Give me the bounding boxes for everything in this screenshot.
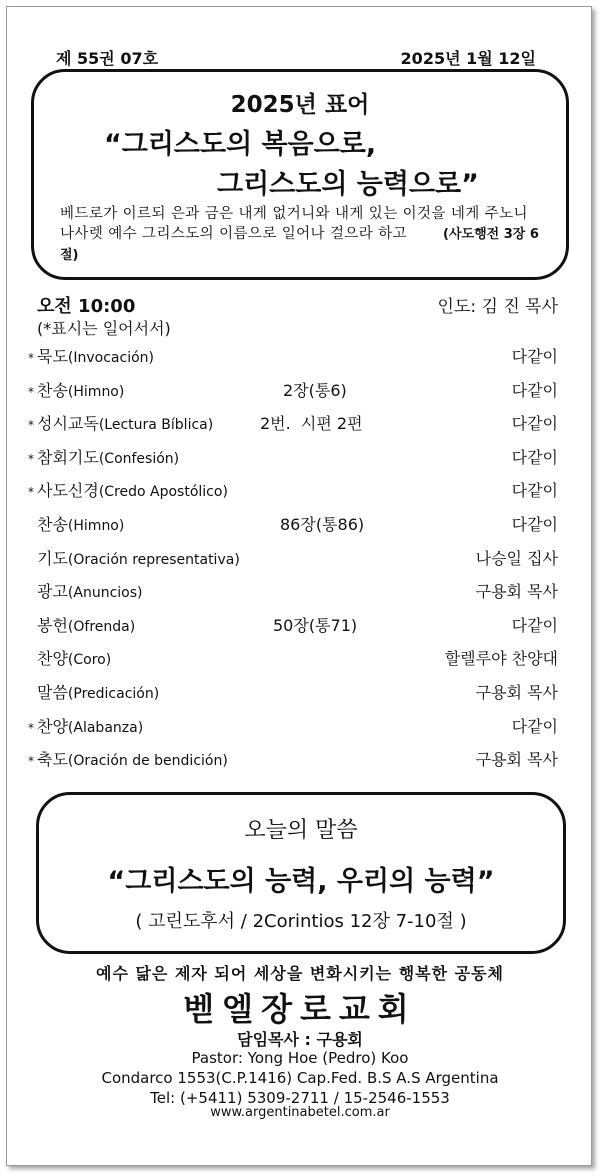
sermon-title: “그리스도의 능력, 우리의 능력” — [107, 866, 495, 897]
order-item-leader: 구용회 목사 — [475, 582, 558, 602]
order-row — [0, 646, 600, 674]
order-item-leader: 구용회 목사 — [475, 683, 558, 702]
order-item-korean: 찬송 — [37, 515, 68, 534]
todays-word-box — [36, 792, 566, 954]
todays-word-title: 오늘의 말씀 — [244, 818, 358, 843]
order-item-spanish: (Invocación) — [67, 350, 154, 366]
order-row — [0, 714, 600, 742]
standing-marker: * — [28, 418, 34, 433]
order-item-name — [28, 646, 111, 669]
order-row — [0, 478, 600, 506]
order-item-spanish: (Coro) — [67, 652, 112, 669]
motto-title: 2025년 표어 — [230, 92, 370, 118]
order-item-leader: 다같이 — [511, 615, 558, 635]
standing-marker: * — [28, 485, 34, 500]
order-item-name — [28, 445, 179, 468]
order-item-leader: 다같이 — [511, 347, 558, 366]
order-item-detail: 86장(통86) — [280, 515, 365, 534]
order-item-detail: 2장(통6) — [283, 380, 347, 400]
order-item-spanish: (Himno) — [67, 383, 125, 400]
motto-line-1: “그리스도의 복음으로, — [104, 129, 377, 160]
order-item-spanish: (Predicación) — [67, 686, 160, 702]
order-row — [0, 378, 600, 406]
church-name: 벧엘장로교회 — [183, 990, 417, 1028]
order-item-korean: 축도 — [37, 750, 68, 770]
order-item-leader: 다같이 — [511, 447, 558, 467]
bulletin-date: 2025년 1월 12일 — [400, 49, 536, 68]
order-row — [0, 546, 600, 574]
order-item-name — [28, 613, 135, 636]
order-item-spanish: (Credo Apostólico) — [98, 484, 228, 501]
order-item-leader: 나승일 집사 — [475, 548, 558, 568]
order-item-name — [28, 546, 240, 569]
order-item-leader: 다같이 — [511, 414, 558, 434]
church-slogan: 예수 닮은 제자 되어 세상을 변화시키는 행복한 공동체 — [95, 964, 505, 983]
order-row — [0, 613, 600, 641]
motto-box — [31, 69, 569, 280]
order-item-korean: 찬양 — [37, 716, 68, 736]
order-item-name — [28, 344, 154, 367]
order-item-leader: 구용회 목사 — [475, 750, 558, 770]
motto-line-2: 그리스도의 능력으로” — [217, 169, 479, 200]
order-item-name — [28, 378, 124, 401]
service-presider: 인도: 김 진 목사 — [437, 297, 558, 317]
order-item-spanish: (Alabanza) — [67, 719, 144, 736]
verse-text: 베드로가 이르되 은과 금은 내게 없거니와 내게 있는 이것을 네게 주노니 나사렛 예수 그리스도의 이름으로 일어나 걸으라 하고 — [60, 206, 528, 242]
standing-marker: * — [28, 384, 34, 399]
order-row — [0, 579, 600, 607]
standing-marker: * — [28, 720, 34, 735]
order-item-name — [28, 411, 213, 434]
order-item-korean: 참회기도 — [37, 447, 99, 467]
order-item-leader: 다같이 — [511, 515, 558, 534]
service-time: 오전 10:00 — [37, 296, 136, 317]
order-item-spanish: (Lectura Bíblica) — [98, 417, 214, 434]
order-item-spanish: (Himno) — [67, 518, 125, 534]
order-item-spanish: (Oración representativa) — [67, 551, 240, 568]
order-item-korean: 봉헌 — [37, 615, 68, 635]
order-item-leader: 다같이 — [511, 380, 558, 400]
standing-marker: * — [28, 351, 34, 365]
pastor-english: Pastor: Yong Hoe (Pedro) Koo — [191, 1049, 409, 1067]
church-address: Condarco 1553(C.P.1416) Cap.Fed. B.S A.S Argentina — [101, 1069, 499, 1087]
verse-reference: (사도행전 3장 6절) — [60, 227, 539, 263]
order-item-spanish: (Anuncios) — [67, 585, 143, 602]
order-item-name — [28, 714, 143, 737]
order-item-korean: 말씀 — [37, 683, 68, 702]
order-item-korean: 성시교독 — [37, 414, 99, 434]
motto-verse — [60, 204, 546, 266]
order-row — [0, 445, 600, 473]
order-item-spanish: (Oración de bendición) — [67, 753, 228, 770]
order-item-korean: 사도신경 — [37, 481, 99, 501]
order-row — [0, 411, 600, 439]
standing-marker: * — [28, 754, 34, 769]
issue-number: 제 55권 07호 — [56, 49, 159, 68]
pastor-korean: 담임목사 : 구용회 — [237, 1030, 363, 1049]
order-item-name — [28, 579, 143, 602]
order-row — [0, 747, 600, 775]
order-row — [0, 512, 600, 540]
church-website[interactable]: www.argentinabetel.com.ar — [210, 1105, 390, 1120]
order-item-name — [28, 680, 159, 703]
order-item-korean: 광고 — [37, 582, 68, 602]
sermon-scripture: ( 고린도후서 / 2Corintios 12장 7-10절 ) — [135, 911, 467, 932]
order-item-leader: 다같이 — [511, 481, 558, 501]
order-item-spanish: (Confesión) — [98, 450, 180, 467]
order-item-name — [28, 747, 228, 770]
order-item-spanish: (Ofrenda) — [67, 618, 136, 635]
order-item-name — [28, 512, 124, 535]
standing-marker: * — [28, 451, 34, 466]
order-item-korean: 찬송 — [37, 380, 68, 400]
order-item-korean: 기도 — [37, 548, 68, 568]
church-phone: Tel: (+5411) 5309-2711 / 15-2546-1553 — [150, 1089, 450, 1107]
order-item-detail: 2번. 시편 2편 — [260, 414, 363, 434]
order-item-korean: 찬양 — [37, 649, 68, 669]
order-item-leader: 할렐루야 찬양대 — [444, 649, 558, 669]
order-row — [0, 680, 600, 708]
order-item-name — [28, 478, 228, 501]
order-item-detail: 50장(통71) — [273, 615, 358, 635]
order-item-leader: 다같이 — [511, 716, 558, 736]
order-item-korean: 묵도 — [37, 347, 68, 366]
standing-note: (*표시는 일어서서) — [37, 319, 171, 338]
order-row — [0, 344, 600, 372]
